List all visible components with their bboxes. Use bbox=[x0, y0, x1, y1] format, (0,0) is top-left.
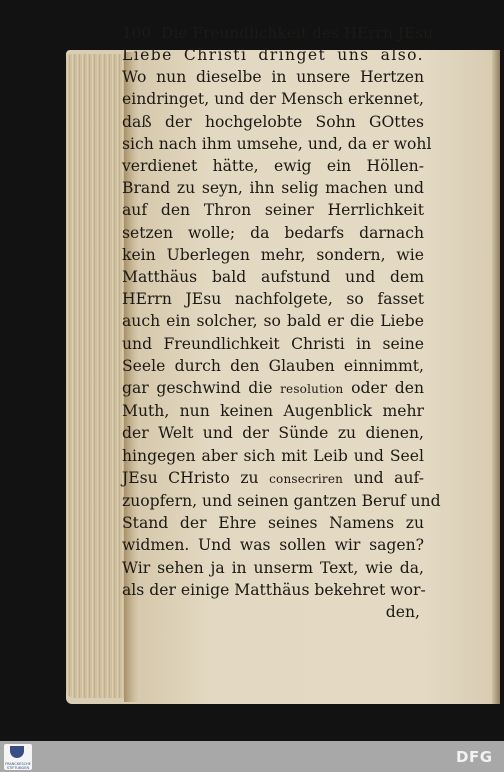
text-segment: als der einige Matthäus bekehret wor- bbox=[122, 580, 426, 599]
text-segment: den, bbox=[385, 603, 420, 622]
page-number: 100 bbox=[122, 24, 152, 42]
latin-word: resolution bbox=[280, 382, 344, 397]
page-right-edge bbox=[492, 50, 500, 704]
text-line bbox=[122, 266, 424, 288]
text-segment: Wo nun dieselbe in unsere Hertzen bbox=[122, 68, 424, 87]
text-line bbox=[122, 244, 424, 266]
text-line bbox=[122, 422, 424, 444]
text-segment: Stand der Ehre seines Namens zu bbox=[122, 514, 424, 533]
text-segment: HErrn JEsu nachfolgete, so fasset bbox=[122, 290, 424, 309]
text-segment: und Freundlichkeit Christi in seine bbox=[122, 334, 424, 353]
text-line bbox=[122, 445, 424, 467]
text-line bbox=[122, 467, 424, 490]
text-segment: Matthäus bald aufstund und dem bbox=[122, 268, 424, 287]
text-segment: Brand zu seyn, ihn selig machen und bbox=[122, 179, 424, 198]
text-line bbox=[122, 490, 441, 512]
text-segment: setzen wolle; da bedarfs darnach bbox=[122, 223, 424, 242]
text-line bbox=[122, 333, 424, 355]
text-line bbox=[122, 222, 424, 244]
text-line bbox=[122, 310, 424, 332]
text-segment: kein Uberlegen mehr, sondern, wie bbox=[122, 245, 424, 264]
text-line bbox=[122, 377, 424, 400]
text-line bbox=[122, 355, 424, 377]
text-segment: Liebe Christi dringet uns also. bbox=[122, 46, 424, 64]
dfg-logo[interactable]: DFG bbox=[456, 748, 493, 766]
text-segment: Seele durch den Glauben einnimmt, bbox=[122, 356, 424, 375]
library-logo-text: FRANCKESCHE STIFTUNGEN bbox=[5, 762, 31, 770]
running-header bbox=[122, 24, 433, 42]
text-segment: zuopfern, und seinen gantzen Beruf und bbox=[122, 492, 441, 511]
text-line bbox=[122, 88, 424, 110]
text-line bbox=[122, 44, 424, 66]
text-segment: gar geschwind die bbox=[122, 379, 281, 398]
text-segment: sich nach ihm umsehe, und, da er wohl bbox=[122, 134, 432, 153]
text-line bbox=[122, 133, 432, 155]
text-line bbox=[122, 512, 424, 534]
text-segment: Muth, nun keinen Augenblick mehr bbox=[122, 402, 424, 421]
text-line bbox=[122, 288, 424, 310]
running-head-title: Die Freundlichkeit des HErrn JEsu bbox=[161, 24, 433, 42]
text-line bbox=[122, 111, 424, 133]
viewer-footer-bar bbox=[0, 741, 504, 772]
text-line bbox=[122, 534, 424, 556]
text-line bbox=[122, 199, 424, 221]
text-segment: oder den bbox=[343, 379, 424, 398]
text-line bbox=[122, 557, 424, 579]
text-segment: eindringet, und der Mensch erkennet, bbox=[122, 90, 424, 109]
latin-word: consecriren bbox=[269, 471, 344, 486]
text-segment: verdienet hätte, ewig ein Höllen- bbox=[122, 157, 424, 176]
text-line bbox=[122, 601, 420, 623]
text-segment: auf den Thron seiner Herrlichkeit bbox=[122, 201, 424, 220]
text-line bbox=[122, 177, 424, 199]
text-segment: der Welt und der Sünde zu dienen, bbox=[122, 424, 424, 443]
text-line bbox=[122, 579, 424, 601]
text-segment: daß der hochgelobte Sohn GOttes bbox=[122, 112, 424, 131]
text-segment: widmen. Und was sollen wir sagen? bbox=[122, 536, 424, 555]
text-segment: JEsu CHristo zu bbox=[122, 468, 270, 487]
text-segment: auch ein solcher, so bald er die Liebe bbox=[122, 312, 424, 331]
text-segment: Wir sehen ja in unserm Text, wie da, bbox=[122, 558, 424, 577]
text-segment: und auf- bbox=[343, 468, 424, 487]
text-line bbox=[122, 66, 424, 88]
text-segment: hingegen aber sich mit Leib und Seel bbox=[122, 446, 424, 465]
page-text bbox=[122, 44, 441, 623]
text-line bbox=[122, 400, 424, 422]
text-line bbox=[122, 155, 424, 177]
